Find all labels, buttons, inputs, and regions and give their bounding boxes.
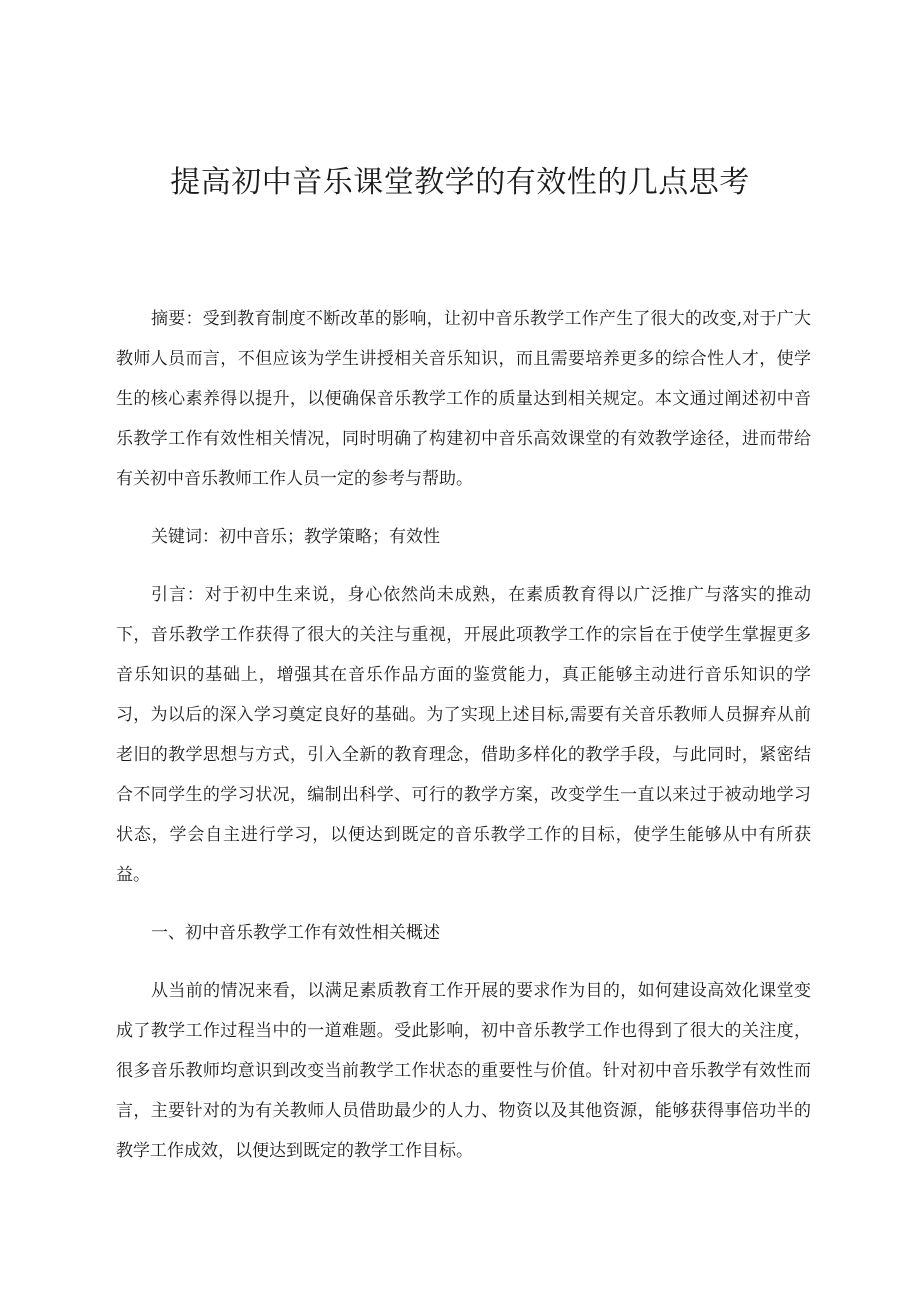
section-1-paragraph: 从当前的情况来看，以满足素质教育工作开展的要求作为目的，如何建设高效化课堂变成了教学工作过程当中的一道难题。受此影响，初中音乐教学工作也得到了很大的关注度，很多音乐教师均意识到改变当前教学工作状态的重要性与价值。针对初中音乐教学有效性而言，主要针对的为有关教师人员借助最少的人力、物资以及其他资源，能够获得事倍功半的教学工作成效，以便达到既定的教学工作目标。 bbox=[116, 981, 811, 1161]
section-1-heading: 一、初中音乐教学工作有效性相关概述 bbox=[151, 923, 440, 943]
document-body bbox=[116, 299, 811, 1171]
introduction-paragraph: 引言：对于初中生来说，身心依然尚未成熟，在素质教育得以广泛推广与落实的推动下，音乐教学工作获得了很大的关注与重视，开展此项教学工作的宗旨在于使学生掌握更多音乐知识的基础上，增强其在音乐作品方面的鉴赏能力，真正能够主动进行音乐知识的学习，为以后的深入学习奠定良好的基础。为了实现上述目标,需要有关音乐教师人员摒弃从前老旧的教学思想与方式，引入全新的教育理念，借助多样化的教学手段，与此同时，紧密结合不同学生的学习状况，编制出科学、可行的教学方案，改变学生一直以来过于被动地学习状态，学会自主进行学习，以便达到既定的音乐教学工作的目标，使学生能够从中有所获益。 bbox=[116, 585, 811, 885]
document-title: 提高初中音乐课堂教学的有效性的几点思考 bbox=[170, 165, 750, 200]
abstract-paragraph: 摘要：受到教育制度不断改革的影响，让初中音乐教学工作产生了很大的改变,对于广大教师人员而言，不但应该为学生讲授相关音乐知识，而且需要培养更多的综合性人才，使学生的核心素养得以提升，以便确保音乐教学工作的质量达到相关规定。本文通过阐述初中音乐教学工作有效性相关情况，同时明确了构建初中音乐高效课堂的有效教学途径，进而带给有关初中音乐教师工作人员一定的参考与帮助。 bbox=[116, 309, 811, 489]
keywords-paragraph: 关键词：初中音乐；教学策略；有效性 bbox=[151, 527, 440, 547]
